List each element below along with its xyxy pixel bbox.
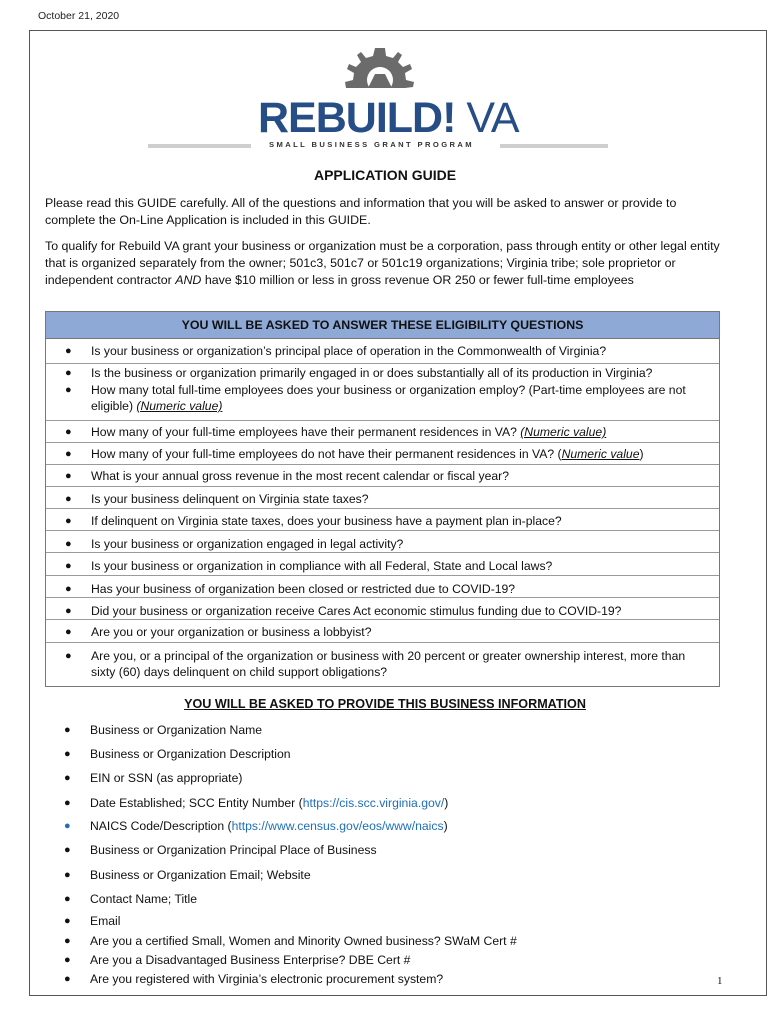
intro-paragraph: Please read this GUIDE carefully. All of the questions and information that you will be asked to answer or provide to complete the On-Line Application is included in this GUIDE. (45, 196, 677, 227)
page-number: 1 (717, 975, 723, 987)
business-info-heading: YOU WILL BE ASKED TO PROVIDE THIS BUSINESS INFORMATION (184, 697, 586, 711)
naics-link[interactable]: https://www.census.gov/eos/www/naics (231, 819, 444, 833)
list-item: ● Is the business or organization primarily engaged in or does substantially all of its production in Virginia? (46, 363, 719, 381)
list-item: ● Is your business or organization engaged in legal activity? (46, 530, 719, 553)
logo-wordmark-va: VA (466, 94, 519, 142)
logo-rule-right (500, 144, 608, 148)
list-item: ● Are you, or a principal of the organization or business with 20 percent or greater ownership interest, more than sixty (60) days delinquent on child support obligations? (46, 642, 719, 687)
scc-link[interactable]: https://cis.scc.virginia.gov/ (302, 796, 445, 810)
list-item: ● If delinquent on Virginia state taxes, does your business have a payment plan in-place? (46, 508, 719, 531)
logo-rule-left (148, 144, 251, 148)
list-item: ● How many total full-time employees does your business or organization employ? (Part-time employees are not eligible) (Numeric value) (65, 383, 686, 413)
logo-tagline: SMALL BUSINESS GRANT PROGRAM (269, 140, 475, 149)
list-item: ● Is your business or organization in compliance with all Federal, State and Local laws? (46, 552, 719, 576)
list-item: ● Is your business delinquent on Virginia state taxes? (46, 486, 719, 509)
qualification-paragraph (45, 238, 725, 289)
list-item: ● Has your business of organization been closed or restricted due to COVID-19? (46, 575, 719, 598)
eligibility-questions-table (45, 311, 720, 687)
list-item: ● How many of your full-time employees have their permanent residences in VA? (Numeric value) (46, 420, 719, 443)
list-item: ● How many of your full-time employees do not have their permanent residences in VA? (Numeric value) (46, 442, 719, 465)
page-title: APPLICATION GUIDE (313, 167, 457, 183)
rebuild-va-logo (145, 44, 610, 154)
qualification-and: AND (175, 273, 202, 287)
qualification-text-1: To qualify for Rebuild VA grant your business or organization must be a corporation, pass through entity or other legal entity that is organized separately from the owner; 501c3, 501c7 or 501c19 organizations; Virginia tribe; sole proprietor or independent contractor (45, 239, 720, 287)
list-item: ● What is your annual gross revenue in the most recent calendar or fiscal year? (46, 464, 719, 487)
list-item: ● Are you or your organization or business a lobbyist? (46, 619, 719, 642)
logo-wordmark-main: REBUILD! (258, 94, 456, 142)
logo-wordmark (258, 94, 519, 142)
document-date: October 21, 2020 (38, 10, 120, 22)
qualification-text-2: have $10 million or less in gross revenue OR 250 or fewer full-time employees (201, 273, 634, 287)
eligibility-heading: YOU WILL BE ASKED TO ANSWER THESE ELIGIBILITY QUESTIONS (46, 312, 719, 339)
list-item: ● Did your business or organization receive Cares Act economic stimulus funding due to COVID-19? (46, 597, 719, 620)
list-item: ● Is your business or organization’s principal place of operation in the Commonwealth of Virginia? (65, 344, 607, 358)
